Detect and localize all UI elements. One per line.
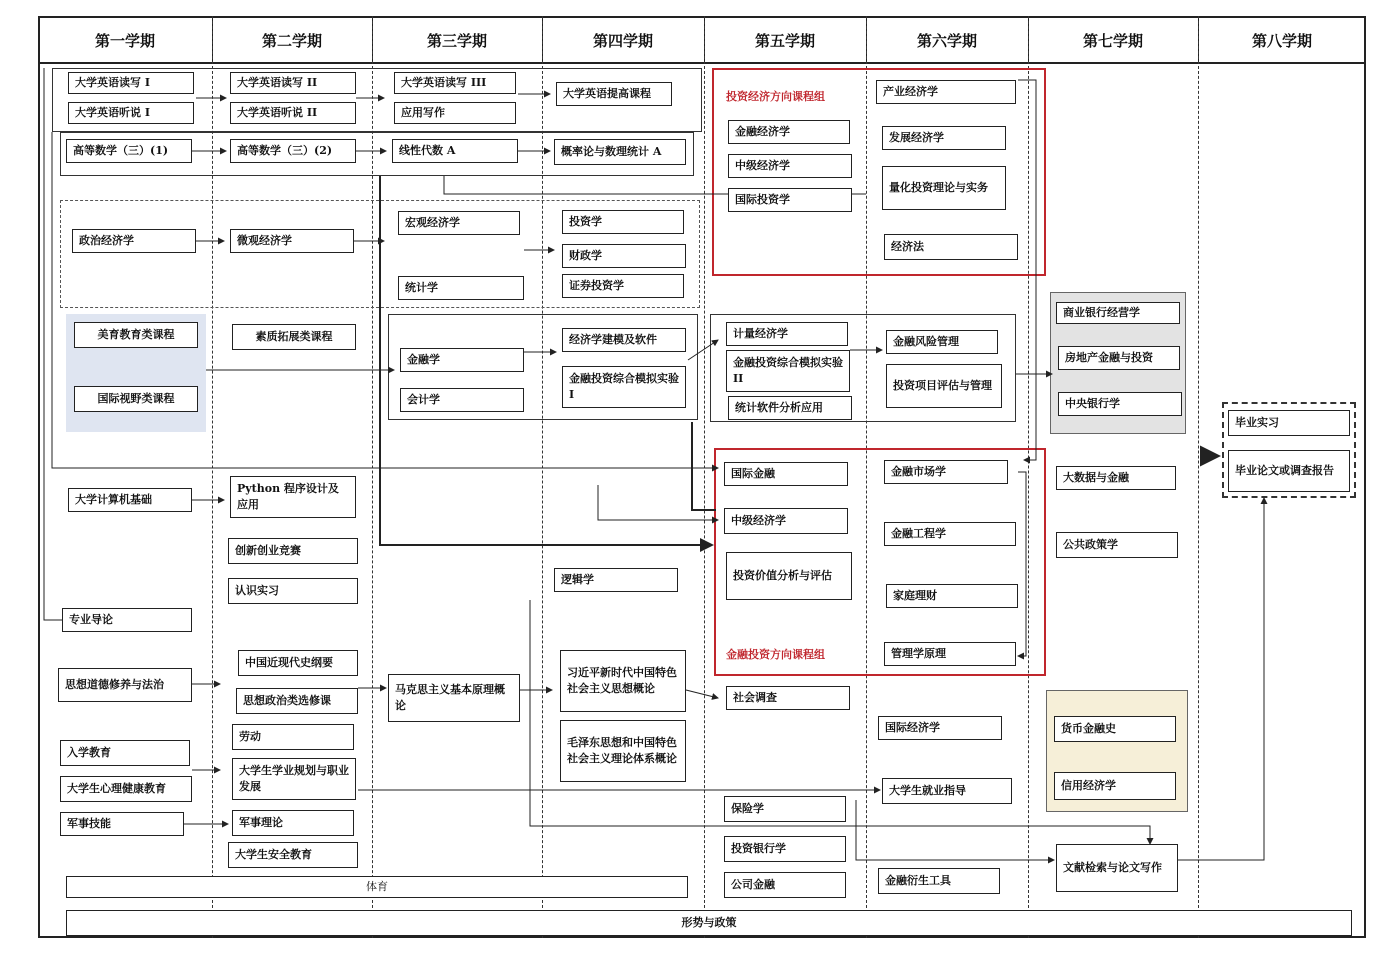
course-box[interactable]: 金融衍生工具 — [878, 868, 1000, 894]
course-box[interactable]: 专业导论 — [62, 608, 192, 632]
course-box[interactable]: 思想道德修养与法治 — [58, 668, 192, 702]
course-box[interactable]: 大学英语听说 II — [230, 102, 356, 124]
course-box[interactable]: 财政学 — [562, 244, 686, 268]
course-box[interactable]: 创新创业竞赛 — [228, 538, 358, 564]
course-box[interactable]: 家庭理财 — [886, 584, 1018, 608]
course-box[interactable]: 保险学 — [724, 796, 846, 822]
semester-7-header: 第七学期 — [1082, 31, 1143, 50]
course-box[interactable]: 金融投资综合模拟实验 I — [562, 366, 686, 408]
course-box[interactable]: 金融投资综合模拟实验 II — [726, 350, 850, 392]
course-box[interactable]: 中国近现代史纲要 — [238, 650, 358, 676]
course-box[interactable]: 劳动 — [232, 724, 354, 750]
course-box[interactable]: 投资项目评估与管理 — [886, 364, 1002, 408]
course-box[interactable]: 国际经济学 — [878, 716, 1002, 740]
fin-invest-group-label: 金融投资方向课程组 — [726, 648, 825, 661]
course-box[interactable]: 经济学建模及软件 — [562, 328, 686, 352]
course-box[interactable]: Python 程序设计及应用 — [230, 476, 356, 518]
course-box[interactable]: 毕业论文或调查报告 — [1228, 450, 1350, 492]
semester-2-header: 第二学期 — [261, 31, 322, 50]
course-box[interactable]: 公司金融 — [724, 872, 846, 898]
course-box[interactable]: 金融市场学 — [884, 460, 1008, 484]
course-box[interactable]: 统计学 — [398, 276, 524, 300]
course-box[interactable]: 马克思主义基本原理概论 — [388, 674, 520, 722]
course-box[interactable]: 文献检索与论文写作 — [1056, 844, 1178, 892]
course-box[interactable]: 毕业实习 — [1228, 410, 1350, 436]
course-box[interactable]: 投资银行学 — [724, 836, 846, 862]
course-box[interactable]: 中级经济学 — [728, 154, 852, 178]
course-box[interactable]: 线性代数 A — [392, 139, 518, 163]
course-box[interactable]: 素质拓展类课程 — [232, 324, 356, 350]
course-box[interactable]: 统计软件分析应用 — [728, 396, 852, 420]
course-box[interactable]: 国际投资学 — [728, 188, 852, 212]
course-box[interactable]: 管理学原理 — [884, 642, 1016, 666]
course-box[interactable]: 宏观经济学 — [398, 211, 520, 235]
course-box[interactable]: 大学生心理健康教育 — [60, 776, 192, 802]
course-box[interactable]: 大学生就业指导 — [882, 778, 1012, 804]
course-box[interactable]: 证券投资学 — [562, 274, 684, 298]
course-box[interactable]: 应用写作 — [394, 102, 516, 124]
course-box[interactable]: 发展经济学 — [882, 126, 1006, 150]
course-box[interactable]: 军事技能 — [60, 812, 184, 836]
semester-8-header: 第八学期 — [1251, 31, 1312, 50]
course-box[interactable]: 社会调查 — [726, 686, 850, 710]
course-box[interactable]: 认识实习 — [228, 578, 358, 604]
course-box[interactable]: 金融经济学 — [728, 120, 850, 144]
course-box[interactable]: 房地产金融与投资 — [1058, 346, 1180, 370]
course-box[interactable]: 大学英语读写 I — [68, 72, 194, 94]
course-box[interactable]: 中级经济学 — [724, 508, 848, 534]
course-box[interactable]: 会计学 — [400, 388, 524, 412]
course-box[interactable]: 公共政策学 — [1056, 532, 1178, 558]
course-box[interactable]: 金融风险管理 — [886, 330, 998, 354]
course-box[interactable]: 金融学 — [400, 348, 524, 372]
course-box[interactable]: 概率论与数理统计 A — [554, 139, 686, 165]
course-box[interactable]: 军事理论 — [232, 810, 354, 836]
pe-span-bar[interactable]: 体育 — [66, 876, 688, 898]
course-box[interactable]: 计量经济学 — [726, 322, 848, 346]
course-box[interactable]: 大数据与金融 — [1056, 466, 1176, 490]
semester-3-header: 第三学期 — [426, 31, 487, 50]
course-box[interactable]: 大学英语听说 I — [68, 102, 194, 124]
course-box[interactable]: 大学生安全教育 — [228, 842, 358, 868]
course-box[interactable]: 产业经济学 — [876, 80, 1016, 104]
course-box[interactable]: 美育教育类课程 — [74, 322, 198, 348]
semester-4-header: 第四学期 — [592, 31, 653, 50]
course-box[interactable]: 政治经济学 — [72, 229, 196, 253]
course-box[interactable]: 中央银行学 — [1058, 392, 1182, 416]
invest-group-label: 投资经济方向课程组 — [726, 90, 825, 103]
course-box[interactable]: 入学教育 — [60, 740, 190, 766]
course-box[interactable]: 量化投资理论与实务 — [882, 166, 1006, 210]
semester-1-header: 第一学期 — [94, 31, 155, 50]
course-box[interactable]: 大学英语提高课程 — [556, 82, 672, 106]
course-box[interactable]: 国际金融 — [724, 462, 848, 486]
semester-6-header: 第六学期 — [916, 31, 977, 50]
course-box[interactable]: 投资价值分析与评估 — [726, 552, 852, 600]
course-box[interactable]: 大学英语读写 II — [230, 72, 356, 94]
course-box[interactable]: 经济法 — [884, 234, 1018, 260]
course-box[interactable]: 金融工程学 — [884, 522, 1016, 546]
course-box[interactable]: 货币金融史 — [1054, 716, 1176, 742]
course-box[interactable]: 大学生学业规划与职业发展 — [232, 758, 356, 800]
course-box[interactable]: 大学英语读写 III — [394, 72, 516, 94]
course-box[interactable]: 逻辑学 — [554, 568, 678, 592]
semester-5-header: 第五学期 — [754, 31, 815, 50]
course-box[interactable]: 高等数学（三）(2) — [230, 139, 356, 163]
course-box[interactable]: 毛泽东思想和中国特色社会主义理论体系概论 — [560, 720, 686, 782]
course-box[interactable]: 大学计算机基础 — [68, 488, 192, 512]
course-box[interactable]: 微观经济学 — [230, 229, 354, 253]
course-box[interactable]: 国际视野类课程 — [74, 386, 198, 412]
course-box[interactable]: 高等数学（三）(1) — [66, 139, 192, 163]
course-box[interactable]: 思想政治类选修课 — [236, 688, 358, 714]
course-box[interactable]: 商业银行经营学 — [1056, 302, 1180, 324]
course-box[interactable]: 投资学 — [562, 210, 684, 234]
policy-span-bar[interactable]: 形势与政策 — [66, 910, 1352, 936]
course-box[interactable]: 习近平新时代中国特色社会主义思想概论 — [560, 650, 686, 712]
course-box[interactable]: 信用经济学 — [1054, 772, 1176, 800]
